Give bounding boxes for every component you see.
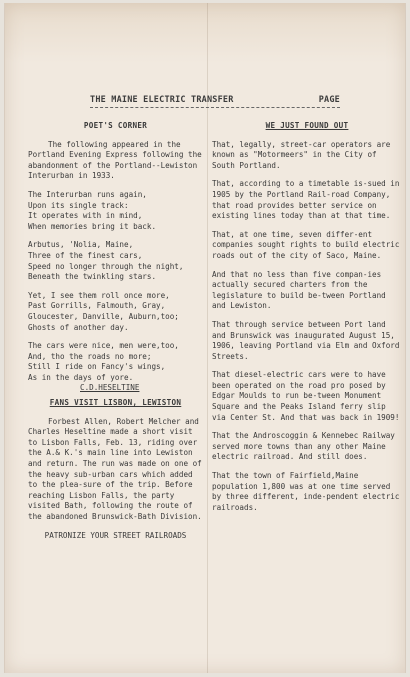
fans-visit-body: Forbest Allen, Robert Melcher and Charles Heseltine made a short visit to Lisbon Falls, Feb. 13, riding over the A.& K.'s main line into Lewiston and return. The run was made on one of the heavy sub-urban cars which added to the plea-sure of the trip. Before reaching Lisbon Falls, the party visited Bath, following the route of the abandoned Brunswick-Bath Division.	[28, 416, 202, 521]
header-rule	[90, 107, 340, 108]
poem-line: Gloucester, Danville, Auburn,too;	[28, 311, 179, 321]
fact-paragraph: That through service between Port land and Brunswick was inaugurated August 15, 1906, leaving Portland via Elm and Oxford Streets.	[212, 319, 400, 361]
poem-line: The cars were nice, men were,too,	[28, 341, 179, 351]
poem-line: As in the days of yore.	[28, 372, 134, 382]
poem-stanza-4	[28, 341, 203, 383]
fans-visit-title: FANS VISIT LISBON, LEWISTON	[49, 398, 182, 408]
paper-stain	[5, 3, 405, 63]
poem-line: Three of the finest cars,	[28, 250, 143, 260]
poem-line: Past Gorrills, Falmouth, Gray,	[28, 301, 166, 311]
right-column	[212, 121, 402, 513]
poem-line: It operates with in mind,	[28, 211, 143, 221]
document-page	[4, 3, 406, 673]
poem-line: Arbutus, 'Nolia, Maine,	[28, 240, 134, 250]
poem-line: Speed no longer through the night,	[28, 261, 184, 271]
poem-line: Ghosts of another day.	[28, 322, 129, 332]
fact-paragraph: That the Androscoggin & Kennebec Railway served more towns than any other Maine electric railroad. And still does.	[212, 431, 395, 462]
poem-line: When memories bring it back.	[28, 221, 157, 231]
poem-line: Still I ride on Fancy's wings,	[28, 362, 166, 372]
poem-intro: The following appeared in the Portland Evening Express following the abandonment of the Portland--Lewiston Interurban in 1933.	[28, 139, 202, 181]
fact-paragraph: That diesel-electric cars were to have been operated on the road pro posed by Edgar Moulds to run be-tween Monument Square and the Peaks Island ferry slip via Center St. And that was back in 1909!	[212, 370, 400, 422]
newsletter-header	[90, 95, 340, 109]
poets-corner-title: POET'S CORNER	[83, 121, 148, 130]
newsletter-title: THE MAINE ELECTRIC TRANSFER	[90, 95, 234, 105]
poem-line: Upon its single track:	[28, 200, 129, 210]
poem-line: Yet, I see them roll once more,	[28, 290, 170, 300]
poem-stanza-3	[28, 291, 203, 333]
we-just-found-out-title: WE JUST FOUND OUT	[265, 121, 349, 130]
fact-paragraph: That, according to a timetable is-sued in 1905 by the Portland Rail-road Company, that road provides better service on existing lines today than at that time.	[212, 179, 400, 221]
fact-paragraph: That, at one time, seven differ-ent companies sought rights to build electric roads out of the city of Saco, Maine.	[212, 229, 400, 260]
patronize-slogan: PATRONIZE YOUR STREET RAILROADS	[44, 530, 187, 540]
poem-line: The Interurban runs again,	[28, 189, 147, 199]
poem-line: And, tho the roads no more;	[28, 351, 152, 361]
page-label: PAGE	[318, 95, 340, 105]
fact-paragraph: That the town of Fairfield,Maine population 1,800 was at one time served by three different, inde-pendent electric railroads.	[212, 471, 400, 512]
poem-stanza-2	[28, 240, 203, 282]
fact-paragraph: That, legally, street-car operators are known as "Motormeers" in the City of South Portland.	[212, 139, 391, 170]
poem-stanza-1	[28, 190, 203, 232]
left-column	[28, 121, 203, 541]
poem-signature: C.D.HESELTINE	[80, 383, 140, 393]
fact-paragraph: And that no less than five compan-ies actually secured charters from the legislature to build be-tween Portland and Lewiston.	[212, 269, 386, 311]
poem-line: Beneath the twinkling stars.	[28, 272, 157, 282]
